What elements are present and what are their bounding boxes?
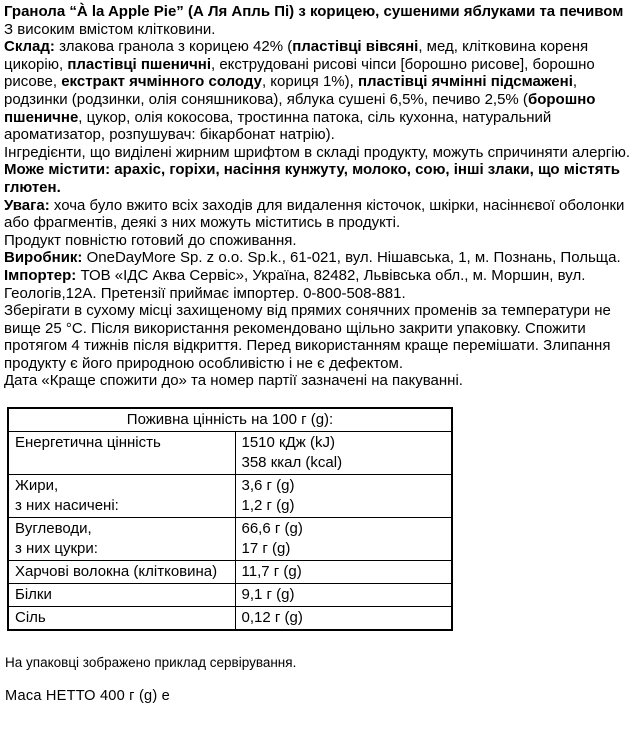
nutrient-name-cell: Білки — [8, 584, 235, 607]
storage-instructions: Зберігати в сухому місці захищеному від прямих сонячних променів за температури не вище 25 °С. Після використання рекомендовано щільно закрити упаковку. Спожити протягом 4 тижнів після відкриття. Перед використанням краще перемішати. Злипання продукту є його природною особливістю і не є дефектом. — [4, 302, 611, 372]
best-before-note: Дата «Краще спожити до» та номер партії зазначені на пакуванні. — [4, 372, 463, 390]
ready-to-eat: Продукт повністю готовий до споживання. — [4, 231, 297, 249]
importer: Імпортер: ТОВ «ІДС Аква Сервіс», Україна, 82482, Львівська обл., м. Моршин, вул. Геологів,12А. Претензії приймає імпортер. 0-800-508-881. — [4, 266, 586, 302]
nutrient-name-cell: Харчові волокна (клітковина) — [8, 561, 235, 584]
nutrition-table-row — [8, 518, 452, 561]
nutrient-value-cell: 3,6 г (g) 1,2 г (g) — [235, 475, 452, 518]
allergen-info: Інгредієнти, що виділені жирним шрифтом в складі продукту, можуть спричиняти алергію. Може містити: арахіс, горіхи, насіння кунжуту, молоко, сою, інші злаки, що містять глютен. — [4, 143, 631, 196]
nutrient-value-cell: 1510 кДж (kJ) 358 ккал (kcal) — [235, 432, 452, 475]
product-info-text — [4, 3, 634, 390]
nutrient-name-cell: Жири, з них насичені: — [8, 475, 235, 518]
nutrient-name-cell: Вуглеводи, з них цукри: — [8, 518, 235, 561]
nutrition-table-row — [8, 475, 452, 518]
manufacturer: Виробник: OneDayMore Sp. z o.o. Sp.k., 61-021, вул. Нішавська, 1, м. Познань, Польща. — [4, 249, 621, 267]
serving-note: На упаковці зображено приклад сервірування. — [5, 655, 297, 671]
nutrient-name-cell: Енергетична цінність — [8, 432, 235, 475]
nutrient-value-cell: 9,1 г (g) — [235, 584, 452, 607]
net-weight: Маса НЕТТО 400 г (g) е — [5, 688, 170, 705]
nutrition-table-header-row — [8, 408, 452, 432]
nutrition-table — [7, 407, 453, 631]
nutrition-table-title: Поживна цінність на 100 г (g): — [8, 408, 452, 432]
ingredients: Склад: злакова гранола з корицею 42% (пластівці вівсяні, мед, клітковина кореня цикорію, пластівці пшеничні, екструдовані рисові чіпси [борошно рисове], борошно рисове, екстракт ячмінного солоду, кориця 1%), пластівці ячмінні підсмажені, родзинки (родзинки, олія соняшникова), яблука сушені 6,5%, печиво 2,5% (борошно пшеничне, цукор, олія кокосова, тростинна патока, сіль кухонна, натуральний ароматизатор, розпушувач: бікарбонат натрію). — [4, 38, 596, 144]
nutrient-name-cell: Сіль — [8, 607, 235, 631]
nutrient-value-cell: 11,7 г (g) — [235, 561, 452, 584]
nutrient-value-cell: 66,6 г (g) 17 г (g) — [235, 518, 452, 561]
fiber-claim: З високим вмістом клітковини. — [4, 20, 216, 38]
nutrition-table-row — [8, 584, 452, 607]
product-title: Гранола “À la Apple Pie” (А Ля Апль Пі) з корицею, сушеними яблуками та печивом — [4, 3, 624, 20]
nutrition-table-row — [8, 561, 452, 584]
nutrition-table-row — [8, 432, 452, 475]
nutrient-value-cell: 0,12 г (g) — [235, 607, 452, 631]
warning: Увага: хоча було вжито всіх заходів для видалення кісточок, шкірки, насіннєвої оболонки або фрагментів, деякі з них можуть міститись в продукті. — [4, 196, 625, 232]
nutrition-table-row — [8, 607, 452, 631]
